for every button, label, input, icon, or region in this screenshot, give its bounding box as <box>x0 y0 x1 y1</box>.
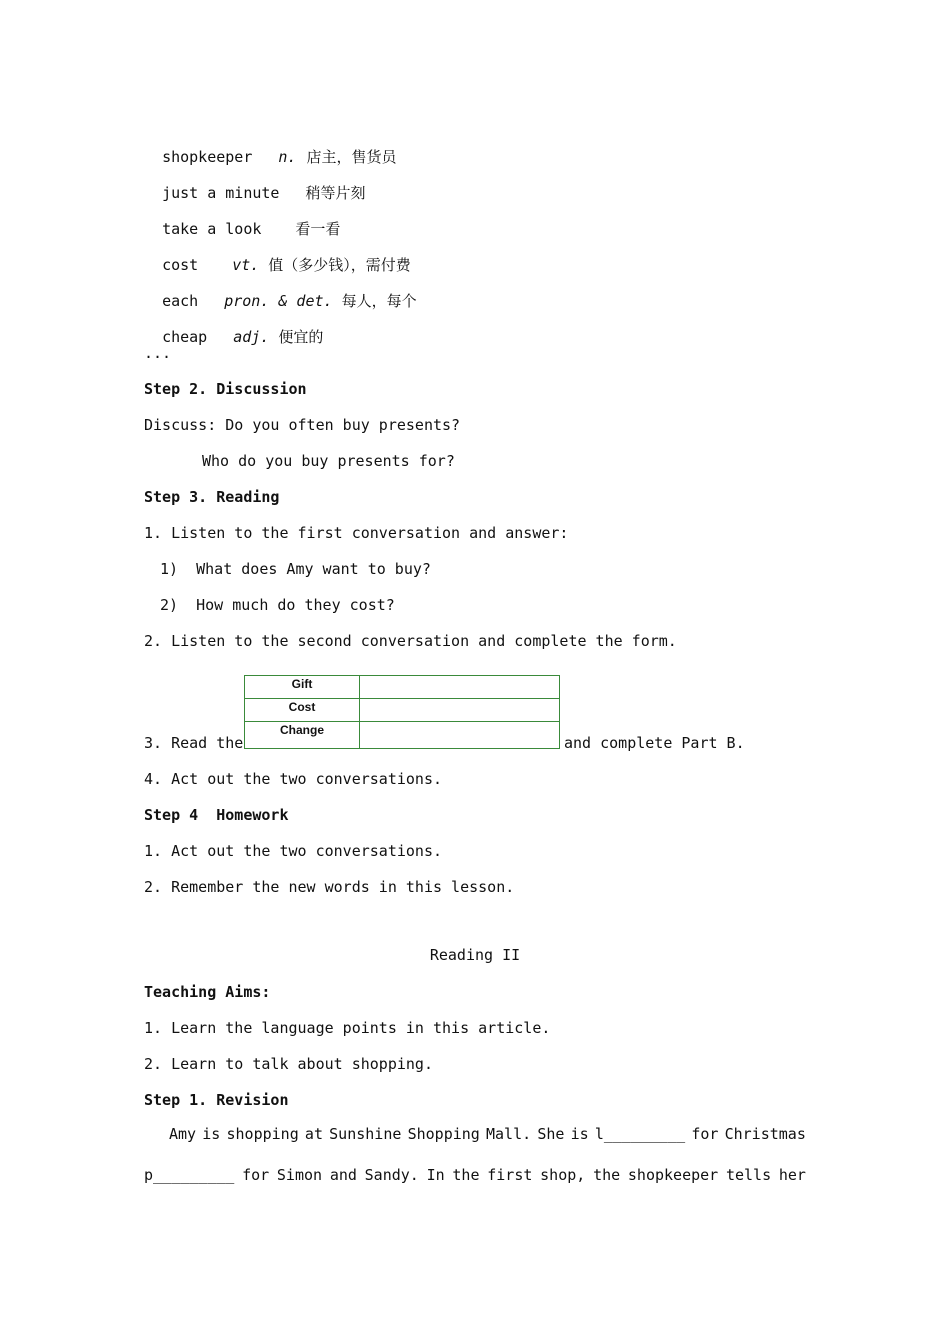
homework-item-2: 2. Remember the new words in this lesson. <box>144 878 515 896</box>
step1-heading: Step 1. Revision <box>144 1091 289 1109</box>
vocab-word: shopkeeper <box>162 148 253 166</box>
vocab-meaning: 看一看 <box>295 220 341 238</box>
vocab-word: just a minute <box>162 184 280 202</box>
word: is <box>570 1125 589 1143</box>
vocab-meaning: 每人，每个 <box>341 292 417 310</box>
discussion-line: Who do you buy presents for? <box>202 452 455 470</box>
vocab-pos: n. <box>278 148 297 166</box>
homework-item-1: 1. Act out the two conversations. <box>144 842 443 860</box>
table-row <box>245 699 560 722</box>
word: at <box>304 1125 323 1143</box>
vocab-meaning: 店主，售货员 <box>306 148 397 166</box>
vocab-pos: pron. & det. <box>224 292 333 310</box>
reading-item-3-start: 3. Read the <box>144 734 244 752</box>
blank-word[interactable]: l_________ <box>594 1125 686 1143</box>
revision-paragraph-line <box>169 1125 806 1143</box>
word: the <box>452 1166 480 1184</box>
table-row <box>245 676 560 699</box>
step3-heading: Step 3. Reading <box>144 488 280 506</box>
word: tells <box>725 1166 772 1184</box>
word: Simon <box>276 1166 323 1184</box>
table-row <box>245 722 560 749</box>
form-label-change: Change <box>245 722 360 749</box>
word: the <box>593 1166 621 1184</box>
vocab-pos: adj. <box>233 328 270 346</box>
word: Shopping <box>407 1125 480 1143</box>
word: Sandy. <box>364 1166 419 1184</box>
reading-item-2: 2. Listen to the second conversation and complete the form. <box>144 632 677 650</box>
blank-word[interactable]: p_________ <box>144 1166 235 1184</box>
word: shopping <box>226 1125 299 1143</box>
word: and <box>329 1166 357 1184</box>
vocab-item <box>144 163 365 203</box>
vocab-word: cheap <box>162 328 208 346</box>
vocab-meaning: 值（多少钱），需付费 <box>268 256 411 274</box>
reading-item-4: 4. Act out the two conversations. <box>144 770 443 788</box>
ellipsis: ... <box>144 344 172 362</box>
vocab-meaning: 稍等片刻 <box>305 184 366 202</box>
word: Mall. <box>486 1125 532 1143</box>
word: shopkeeper <box>627 1166 719 1184</box>
word: her <box>778 1166 806 1184</box>
step2-heading: Step 2. Discussion <box>144 380 307 398</box>
word: Christmas <box>724 1125 806 1143</box>
form-blank-gift[interactable] <box>360 676 560 699</box>
word: In <box>426 1166 445 1184</box>
reading-item-1: 1. Listen to the first conversation and answer: <box>144 524 569 542</box>
revision-paragraph-line <box>144 1166 806 1184</box>
form-blank-change[interactable] <box>360 722 560 749</box>
vocab-word: each <box>162 292 199 310</box>
vocab-pos: vt. <box>232 256 260 274</box>
vocab-item <box>144 199 340 239</box>
word: for <box>691 1125 719 1143</box>
aim-item-2: 2. Learn to talk about shopping. <box>144 1055 433 1073</box>
vocab-item <box>144 307 323 347</box>
word: shop, <box>540 1166 586 1184</box>
question-2: 2) How much do they cost? <box>160 596 395 614</box>
vocab-word: cost <box>162 256 199 274</box>
form-label-gift: Gift <box>245 676 360 699</box>
word: Amy <box>169 1125 197 1143</box>
word: for <box>242 1166 270 1184</box>
vocab-meaning: 便宜的 <box>278 328 324 346</box>
word: is <box>202 1125 221 1143</box>
teaching-aims-heading: Teaching Aims: <box>144 983 271 1001</box>
section-title: Reading II <box>429 946 521 964</box>
vocab-item <box>144 235 411 275</box>
vocab-item <box>144 127 396 167</box>
vocab-word: take a look <box>162 220 262 238</box>
vocab-item <box>144 271 417 311</box>
word: She <box>537 1125 565 1143</box>
reading-item-3-end: and complete Part B. <box>564 734 745 752</box>
word: Sunshine <box>329 1125 402 1143</box>
discussion-line: Discuss: Do you often buy presents? <box>144 416 461 434</box>
gift-form-table <box>244 675 560 749</box>
form-label-cost: Cost <box>245 699 360 722</box>
form-blank-cost[interactable] <box>360 699 560 722</box>
word: first <box>487 1166 533 1184</box>
aim-item-1: 1. Learn the language points in this article. <box>144 1019 551 1037</box>
question-1: 1) What does Amy want to buy? <box>160 560 431 578</box>
step4-heading: Step 4 Homework <box>144 806 289 824</box>
